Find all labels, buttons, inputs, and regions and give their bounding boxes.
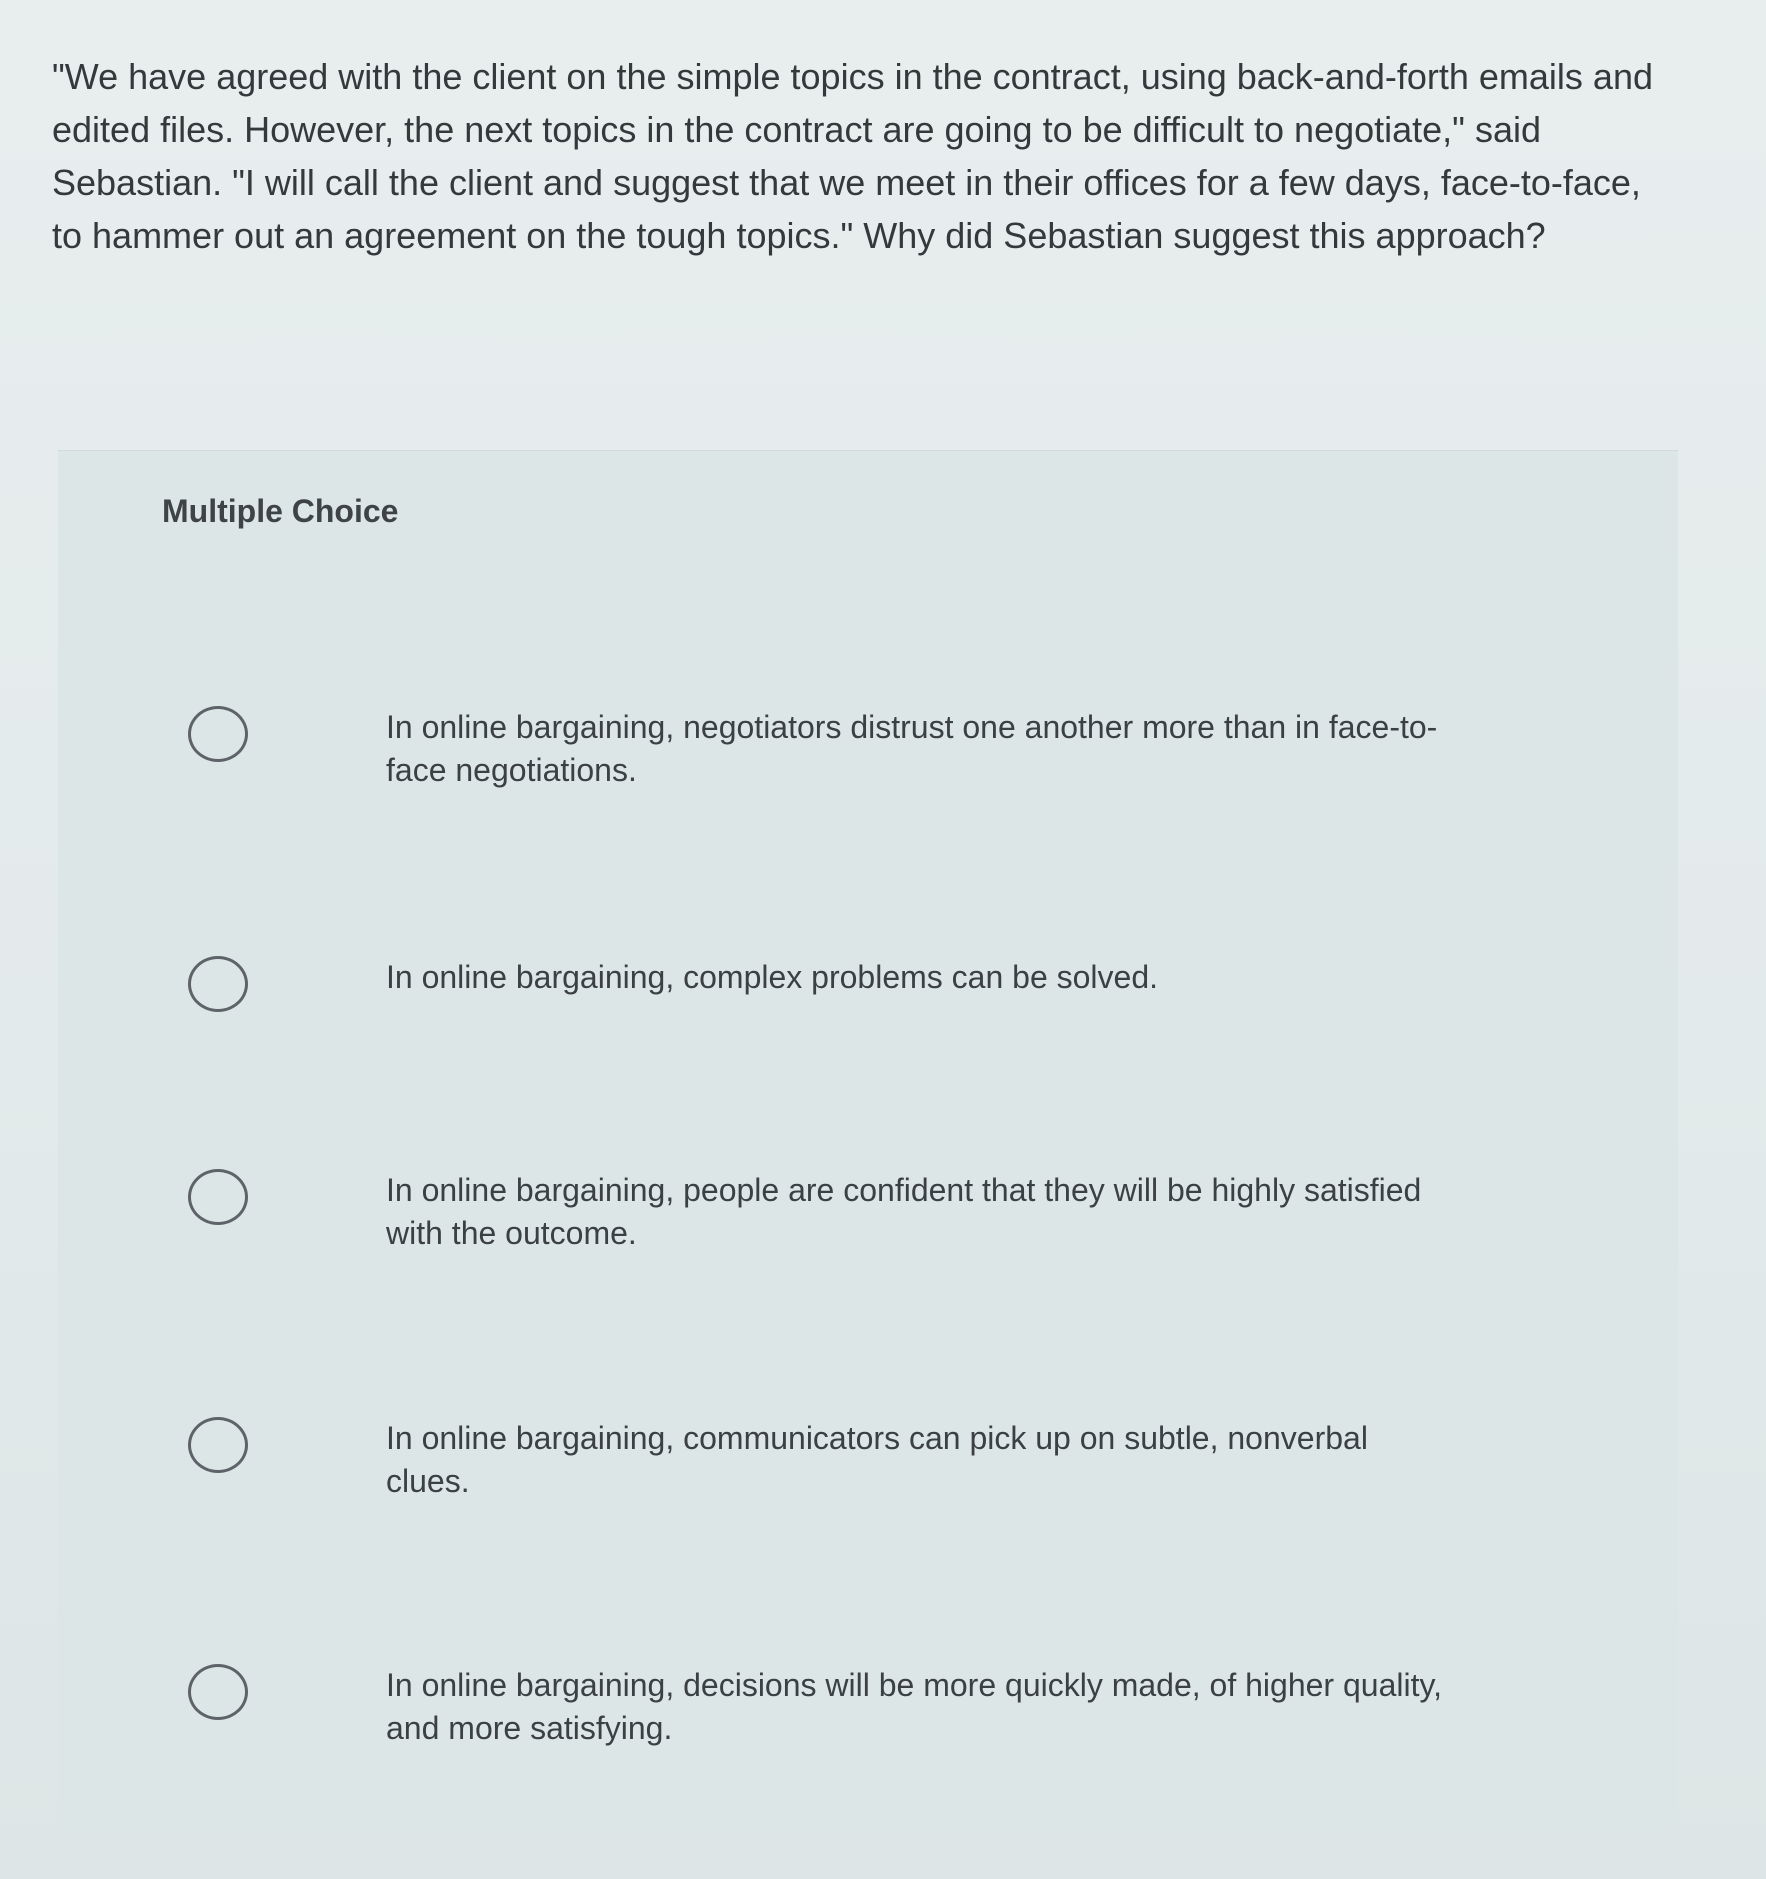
answer-option-5-label: In online bargaining, decisions will be more quickly made, of higher quality, and more satisfying. xyxy=(386,1667,1442,1746)
answer-option-1-label: In online bargaining, negotiators distrust one another more than in face-to-face negotiations. xyxy=(386,709,1438,788)
answer-option-1[interactable] xyxy=(188,706,1488,826)
answer-option-4[interactable] xyxy=(188,1417,1488,1537)
answer-option-2[interactable] xyxy=(188,956,1488,1076)
radio-button-4[interactable] xyxy=(188,1417,248,1473)
radio-button-3[interactable] xyxy=(188,1169,248,1225)
answer-option-4-label: In online bargaining, communicators can pick up on subtle, nonverbal clues. xyxy=(386,1420,1368,1499)
answer-option-5[interactable] xyxy=(188,1664,1488,1784)
radio-button-5[interactable] xyxy=(188,1664,248,1720)
answer-option-2-label: In online bargaining, complex problems can be solved. xyxy=(386,959,1159,995)
question-text: "We have agreed with the client on the simple topics in the contract, using back-and-forth emails and edited files. However, the next topics in the contract are going to be difficult to negotiate," said Sebastian. "I will call the client and suggest that we meet in their offices for a few days, face-to-face, to hammer out an agreement on the tough topics." Why did Sebastian suggest this approach? xyxy=(52,56,1653,256)
answer-option-3-label: In online bargaining, people are confident that they will be highly satisfied with the outcome. xyxy=(386,1172,1422,1251)
radio-button-1[interactable] xyxy=(188,706,248,762)
answer-option-3[interactable] xyxy=(188,1169,1488,1289)
radio-button-2[interactable] xyxy=(188,956,248,1012)
multiple-choice-heading: Multiple Choice xyxy=(162,493,399,529)
multiple-choice-panel xyxy=(58,450,1678,1831)
